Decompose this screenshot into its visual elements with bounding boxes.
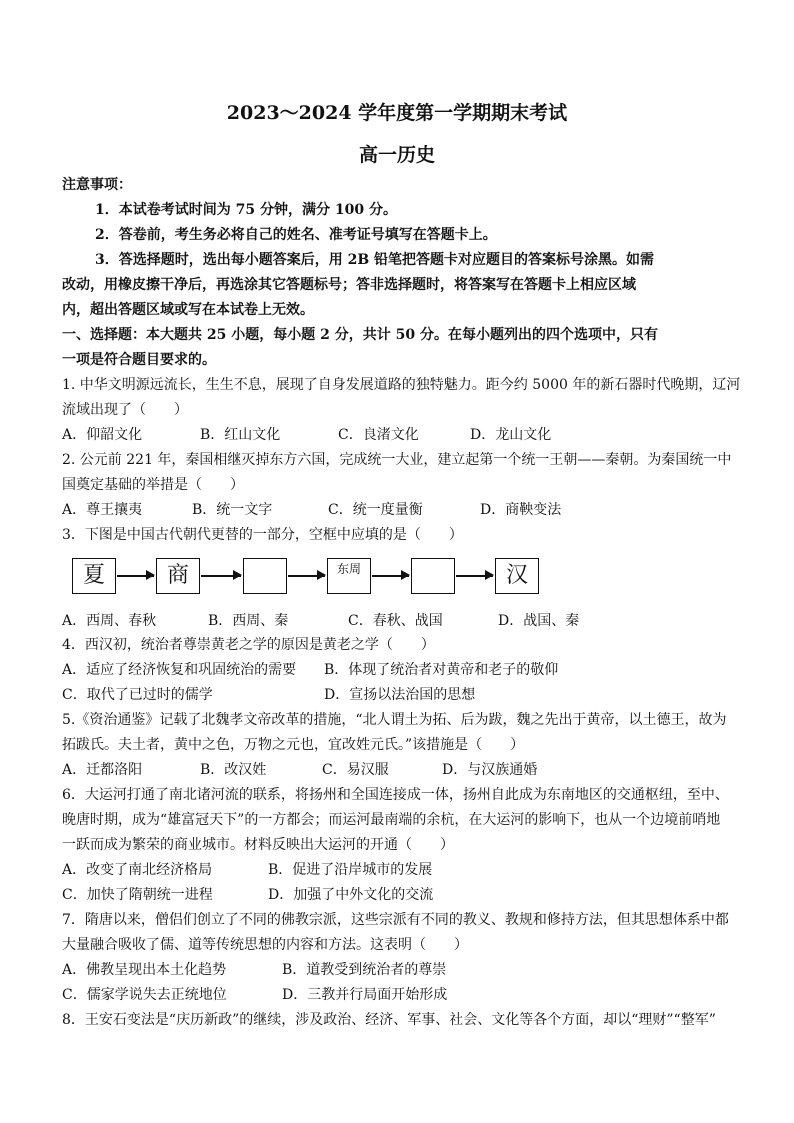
q2-stem-cont: 国奠定基础的举措是（ ） xyxy=(62,477,244,493)
dynasty-box-blank-2 xyxy=(411,558,455,594)
q7-stem: 7．隋唐以来，僧侣们创立了不同的佛教宗派，这些宗派有不同的教义、教规和修持方法，但其思想体系中都 xyxy=(62,912,729,928)
q4-stem: 4．西汉初，统治者尊崇黄老之学的原因是黄老之学（ ） xyxy=(62,637,435,653)
q1-option-b: B．红山文化 xyxy=(200,427,281,443)
q5-option-a: A．迁都洛阳 xyxy=(62,762,143,778)
exam-title: 2023～2024 学年度第一学期期末考试 xyxy=(226,102,568,124)
q7-option-d: D．三教并行局面开始形成 xyxy=(282,987,448,1003)
q7-stem-cont: 大量融合吸收了儒、道等传统思想的内容和方法。这表明（ ） xyxy=(62,937,468,953)
q6-stem: 6．大运河打通了南北诸河流的联系，将扬州和全国连接成一体，扬州自此成为东南地区的交通枢纽，至中、 xyxy=(62,787,729,803)
q5-option-d: D．与汉族通婚 xyxy=(442,762,538,778)
notice-item-3-cont2: 内，超出答题区域或写在本试卷上无效。 xyxy=(62,302,314,318)
notice-heading: 注意事项： xyxy=(62,177,132,193)
dynasty-box-blank-1 xyxy=(243,558,287,594)
section-heading-cont: 一项是符合题目要求的。 xyxy=(62,352,216,368)
q8-stem: 8．王安石变法是“庆历新政”的继续，涉及政治、经济、军事、社会、文化等各个方面，却以“理财”“整军” xyxy=(62,1012,716,1028)
arrow-icon xyxy=(201,575,241,577)
q6-option-b: B．促进了沿岸城市的发展 xyxy=(268,862,433,878)
q6-option-c: C．加快了隋朝统一进程 xyxy=(62,887,213,903)
arrow-icon xyxy=(456,575,493,577)
dynasty-box-2: 商 xyxy=(156,558,200,594)
q1-stem-cont: 流域出现了（ ） xyxy=(62,402,188,418)
q1-option-d: D．龙山文化 xyxy=(470,427,552,443)
dynasty-box-1: 夏 xyxy=(72,558,116,594)
q6-option-a: A．改变了南北经济格局 xyxy=(62,862,213,878)
notice-item-2: 2．答卷前，考生务必将自己的姓名、准考证号填写在答题卡上。 xyxy=(95,227,497,243)
q7-option-b: B．道教受到统治者的尊崇 xyxy=(282,962,447,978)
q5-option-b: B．改汉姓 xyxy=(200,762,267,778)
q5-stem-cont: 拓跋氏。夫土者，黄中之色，万物之元也，宜改姓元氏。”该措施是（ ） xyxy=(62,737,525,753)
q4-option-d: D．宣扬以法治国的思想 xyxy=(324,687,476,703)
q2-option-b: B．统一文字 xyxy=(192,502,273,518)
q4-option-a: A．适应了经济恢复和巩固统治的需要 xyxy=(62,662,297,678)
q3-option-c: C．春秋、战国 xyxy=(348,613,443,629)
q3-option-b: B．西周、秦 xyxy=(208,613,289,629)
q7-option-a: A．佛教呈现出本土化趋势 xyxy=(62,962,227,978)
q5-stem: 5.《资治通鉴》记载了北魏孝文帝改革的措施，“北人谓土为拓、后为跋，魏之先出于黄帝，以土德王，故为 xyxy=(62,712,727,728)
notice-item-3-cont: 改动，用橡皮擦干净后，再选涂其它答题标号；答非选择题时，将答案写在答题卡上相应区域 xyxy=(62,277,636,293)
arrow-icon xyxy=(288,575,325,577)
q3-option-d: D．战国、秦 xyxy=(498,613,580,629)
q4-option-c: C．取代了已过时的儒学 xyxy=(62,687,213,703)
section-heading: 一、选择题：本大题共 25 小题，每小题 2 分，共计 50 分。在每小题列出的四个选项中，只有 xyxy=(62,327,658,343)
q2-stem: 2. 公元前 221 年，秦国相继灭掉东方六国，完成统一大业，建立起第一个统一王朝——秦朝。为秦国统一中 xyxy=(62,452,732,468)
q1-option-c: C．良渚文化 xyxy=(338,427,419,443)
dynasty-sequence-diagram xyxy=(72,558,542,596)
arrow-icon xyxy=(117,575,154,577)
q3-option-a: A．西周、春秋 xyxy=(62,613,157,629)
q2-option-d: D．商鞅变法 xyxy=(480,502,562,518)
notice-item-1: 1．本试卷考试时间为 75 分钟，满分 100 分。 xyxy=(95,202,397,218)
q5-option-c: C．易汉服 xyxy=(322,762,389,778)
notice-item-3: 3．答选择题时，选出每小题答案后，用 2B 铅笔把答题卡对应题目的答案标号涂黑。如需 xyxy=(95,252,655,268)
q2-option-c: C．统一度量衡 xyxy=(328,502,423,518)
subject-title: 高一历史 xyxy=(358,144,435,166)
q6-stem-cont2: 一跃而成为繁荣的商业城市。材料反映出大运河的开通（ ） xyxy=(62,837,454,853)
q3-stem: 3．下图是中国古代朝代更替的一部分，空框中应填的是（ ） xyxy=(62,527,463,543)
dynasty-box-4: 东周 xyxy=(327,558,371,594)
q2-option-a: A．尊王攘夷 xyxy=(62,502,143,518)
q6-stem-cont: 晚唐时期，成为“雄富冠天下”的一方都会；而运河最南端的余杭，在大运河的影响下，也从一个边境前哨地 xyxy=(62,812,721,828)
dynasty-box-6: 汉 xyxy=(495,558,539,594)
arrow-icon xyxy=(372,575,409,577)
q1-stem: 1. 中华文明源远流长，生生不息，展现了自身发展道路的独特魅力。距今约 5000 年的新石器时代晚期，辽河 xyxy=(62,377,741,393)
q6-option-d: D．加强了中外文化的交流 xyxy=(268,887,434,903)
q1-option-a: A．仰韶文化 xyxy=(62,427,143,443)
q4-option-b: B．体现了统治者对黄帝和老子的敬仰 xyxy=(324,662,559,678)
q7-option-c: C．儒家学说失去正统地位 xyxy=(62,987,227,1003)
